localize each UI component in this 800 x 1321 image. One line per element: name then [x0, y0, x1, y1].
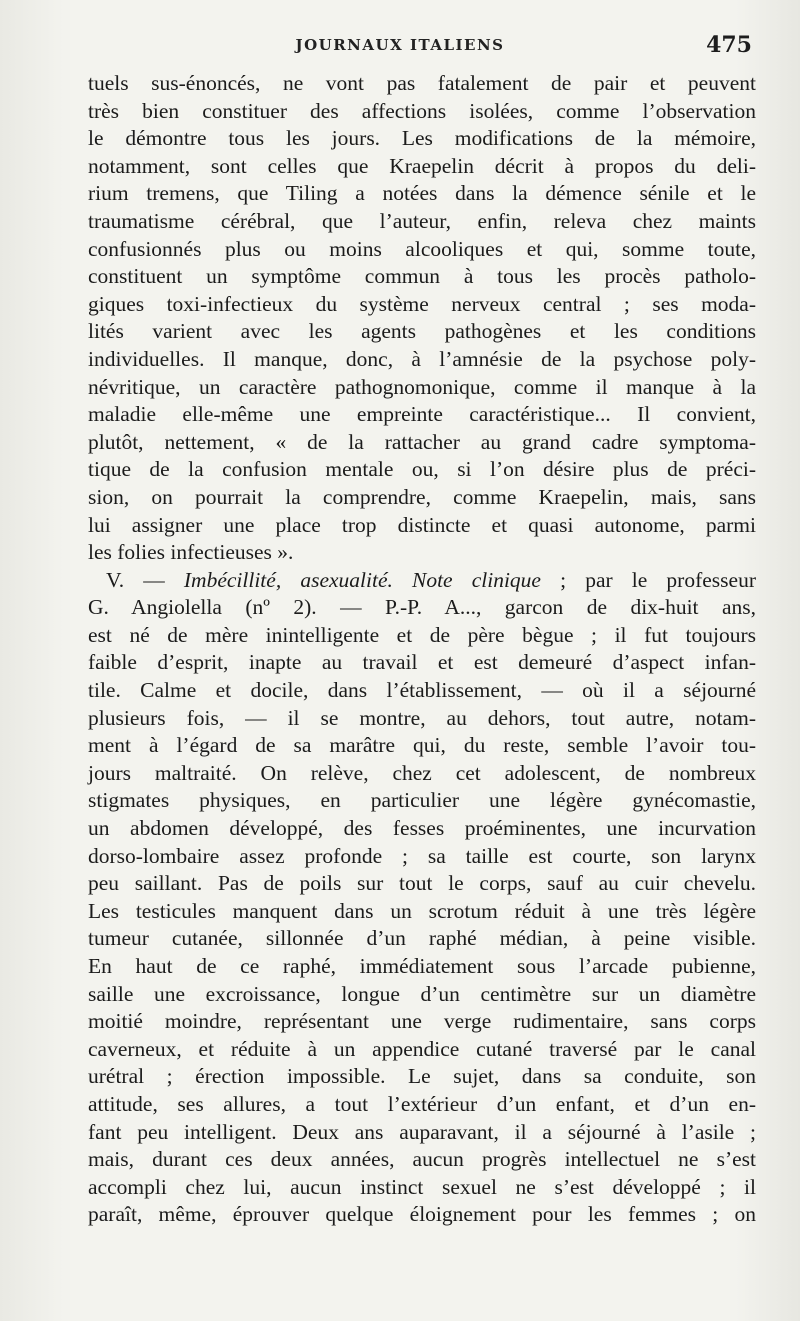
- page-header: [0, 32, 800, 62]
- text-line: est né de mère inintelligente et de père bègue ; il fut toujours: [88, 622, 756, 647]
- text-line: ment à l’égard de sa marâtre qui, du reste, semble l’avoir tou-: [88, 733, 756, 758]
- text-line: mais, durant ces deux années, aucun progrès intellectuel ne s’est: [88, 1147, 756, 1172]
- text-line: accompli chez lui, aucun instinct sexuel ne s’est développé ; il: [88, 1174, 756, 1199]
- text-line: saille une excroissance, longue d’un centimètre sur un diamètre: [88, 981, 756, 1006]
- text-line: stigmates physiques, en particulier une légère gynécomastie,: [88, 788, 756, 813]
- text-line: attitude, ses allures, a tout l’extérieur d’un enfant, et d’un en-: [88, 1091, 756, 1116]
- text-line: tique de la confusion mentale ou, si l’on désire plus de préci-: [88, 457, 756, 482]
- text-line: sion, on pourrait la comprendre, comme Kraepelin, mais, sans: [88, 484, 756, 509]
- text-line: En haut de ce raphé, immédiatement sous l’arcade pubienne,: [88, 954, 756, 978]
- text-line: plutôt, nettement, « de la rattacher au grand cadre symptoma-: [88, 429, 756, 454]
- text-line: névritique, un caractère pathognomonique, comme il manque à la: [88, 374, 756, 399]
- text-line: G. Angiolella (nº 2). — P.-P. A..., garcon de dix-huit ans,: [88, 595, 756, 620]
- section-number: V. —: [106, 567, 184, 592]
- text-line: jours maltraité. On relève, chez cet adolescent, de nombreux: [88, 760, 756, 785]
- page-number: 475: [706, 32, 752, 58]
- text-line: individuelles. Il manque, donc, à l’amnésie de la psychose poly-: [88, 346, 756, 371]
- section-heading-line: [88, 567, 756, 595]
- text-line: moitié moindre, représentant une verge rudimentaire, sans corps: [88, 1009, 756, 1034]
- text-line: lui assigner une place trop distincte et quasi autonome, parmi: [88, 512, 756, 537]
- text-line: les folies infectieuses ».: [88, 540, 294, 565]
- text-line: paraît, même, éprouver quelque éloignement pour les femmes ; on: [88, 1202, 756, 1227]
- body-text: [88, 70, 756, 1229]
- text-line: tumeur cutanée, sillonnée d’un raphé médian, à peine visible.: [88, 926, 756, 951]
- text-line: lités varient avec les agents pathogènes et les conditions: [88, 319, 756, 344]
- text-line: caverneux, et réduite à un appendice cutané traversé par le canal: [88, 1036, 756, 1061]
- section-title-after: ; par le professeur: [540, 567, 756, 592]
- running-head: JOURNAUX ITALIENS: [295, 36, 505, 54]
- text-line: très bien constituer des affections isolées, comme l’observation: [88, 98, 756, 123]
- text-line: fant peu intelligent. Deux ans auparavant, il a séjourné à l’asile ;: [88, 1119, 756, 1144]
- text-line: giques toxi-infectieux du système nerveux central ; ses moda-: [88, 291, 756, 316]
- text-line: tuels sus-énoncés, ne vont pas fatalement de pair et peuvent: [88, 71, 756, 95]
- text-line: traumatisme cérébral, que l’auteur, enfin, releva chez maints: [88, 208, 756, 233]
- text-line: constituent un symptôme commun à tous les procès patholo-: [88, 264, 756, 289]
- section-title: Imbécillité, asexualité. Note clinique: [183, 567, 541, 592]
- text-line: dorso-lombaire assez profonde ; sa taille est courte, son larynx: [88, 843, 756, 868]
- text-line: faible d’esprit, inapte au travail et est demeuré d’aspect infan-: [88, 650, 756, 675]
- text-line: maladie elle-même une empreinte caractéristique... Il convient,: [88, 402, 756, 427]
- text-line: un abdomen développé, des fesses proéminentes, une incurvation: [88, 816, 756, 841]
- text-line: urétral ; érection impossible. Le sujet, dans sa conduite, son: [88, 1064, 756, 1089]
- text-line: rium tremens, que Tiling a notées dans la démence sénile et le: [88, 181, 756, 206]
- text-line: tile. Calme et docile, dans l’établissement, — où il a séjourné: [88, 678, 756, 703]
- text-line: Les testicules manquent dans un scrotum réduit à une très légère: [88, 898, 756, 923]
- text-line: le démontre tous les jours. Les modifications de la mémoire,: [88, 126, 756, 151]
- text-line: confusionnés plus ou moins alcooliques et qui, somme toute,: [88, 236, 756, 261]
- text-line: peu saillant. Pas de poils sur tout le corps, sauf au cuir chevelu.: [88, 871, 756, 896]
- text-line: notamment, sont celles que Kraepelin décrit à propos du deli-: [88, 153, 756, 178]
- text-line: plusieurs fois, — il se montre, au dehors, tout autre, notam-: [88, 705, 756, 730]
